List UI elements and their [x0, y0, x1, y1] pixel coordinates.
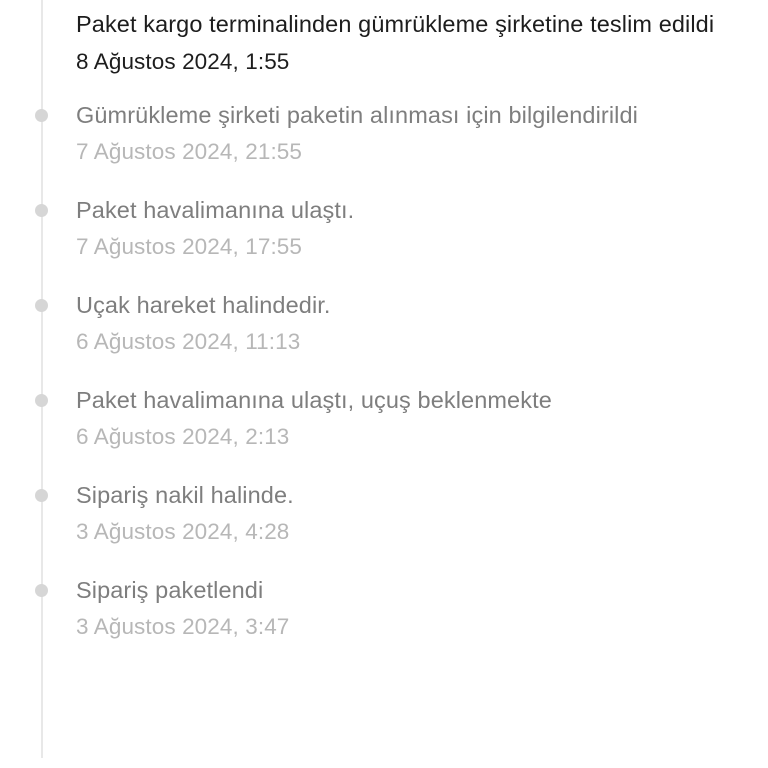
timeline-dot-icon — [35, 109, 48, 122]
timeline-dot-icon — [35, 299, 48, 312]
tracking-event-status: Sipariş nakil halinde. — [76, 482, 294, 508]
timeline-dot-icon — [35, 204, 48, 217]
tracking-event-status: Gümrükleme şirketi paketin alınması için bilgilendirildi — [76, 102, 638, 128]
tracking-event-date: 8 Ağustos 2024, 1:55 — [76, 49, 290, 74]
tracking-event-status: Paket kargo terminalinden gümrükleme şirketine teslim edildi — [76, 11, 715, 37]
tracking-event-status: Paket havalimanına ulaştı, uçuş beklenmekte — [76, 387, 552, 413]
tracking-event-date: 6 Ağustos 2024, 2:13 — [76, 424, 290, 449]
tracking-event[interactable] — [0, 99, 768, 194]
tracking-event[interactable] — [0, 574, 768, 642]
timeline-dot-icon — [35, 394, 48, 407]
timeline-dot-icon — [35, 584, 48, 597]
tracking-event-date: 6 Ağustos 2024, 11:13 — [76, 329, 301, 354]
tracking-event-date: 3 Ağustos 2024, 4:28 — [76, 519, 290, 544]
tracking-event[interactable] — [0, 289, 768, 384]
tracking-event[interactable] — [0, 194, 768, 289]
tracking-event-current[interactable] — [0, 0, 768, 99]
tracking-event-status: Uçak hareket halindedir. — [76, 292, 331, 318]
tracking-event-status: Paket havalimanına ulaştı. — [76, 197, 355, 223]
tracking-event-date: 7 Ağustos 2024, 21:55 — [76, 139, 303, 164]
tracking-event[interactable] — [0, 384, 768, 479]
tracking-event-date: 7 Ağustos 2024, 17:55 — [76, 234, 303, 259]
timeline-dot-icon — [35, 489, 48, 502]
tracking-event[interactable] — [0, 479, 768, 574]
tracking-event-date: 3 Ağustos 2024, 3:47 — [76, 614, 290, 639]
viewport-bottom-clip — [0, 758, 768, 768]
tracking-event-status: Sipariş paketlendi — [76, 577, 264, 603]
